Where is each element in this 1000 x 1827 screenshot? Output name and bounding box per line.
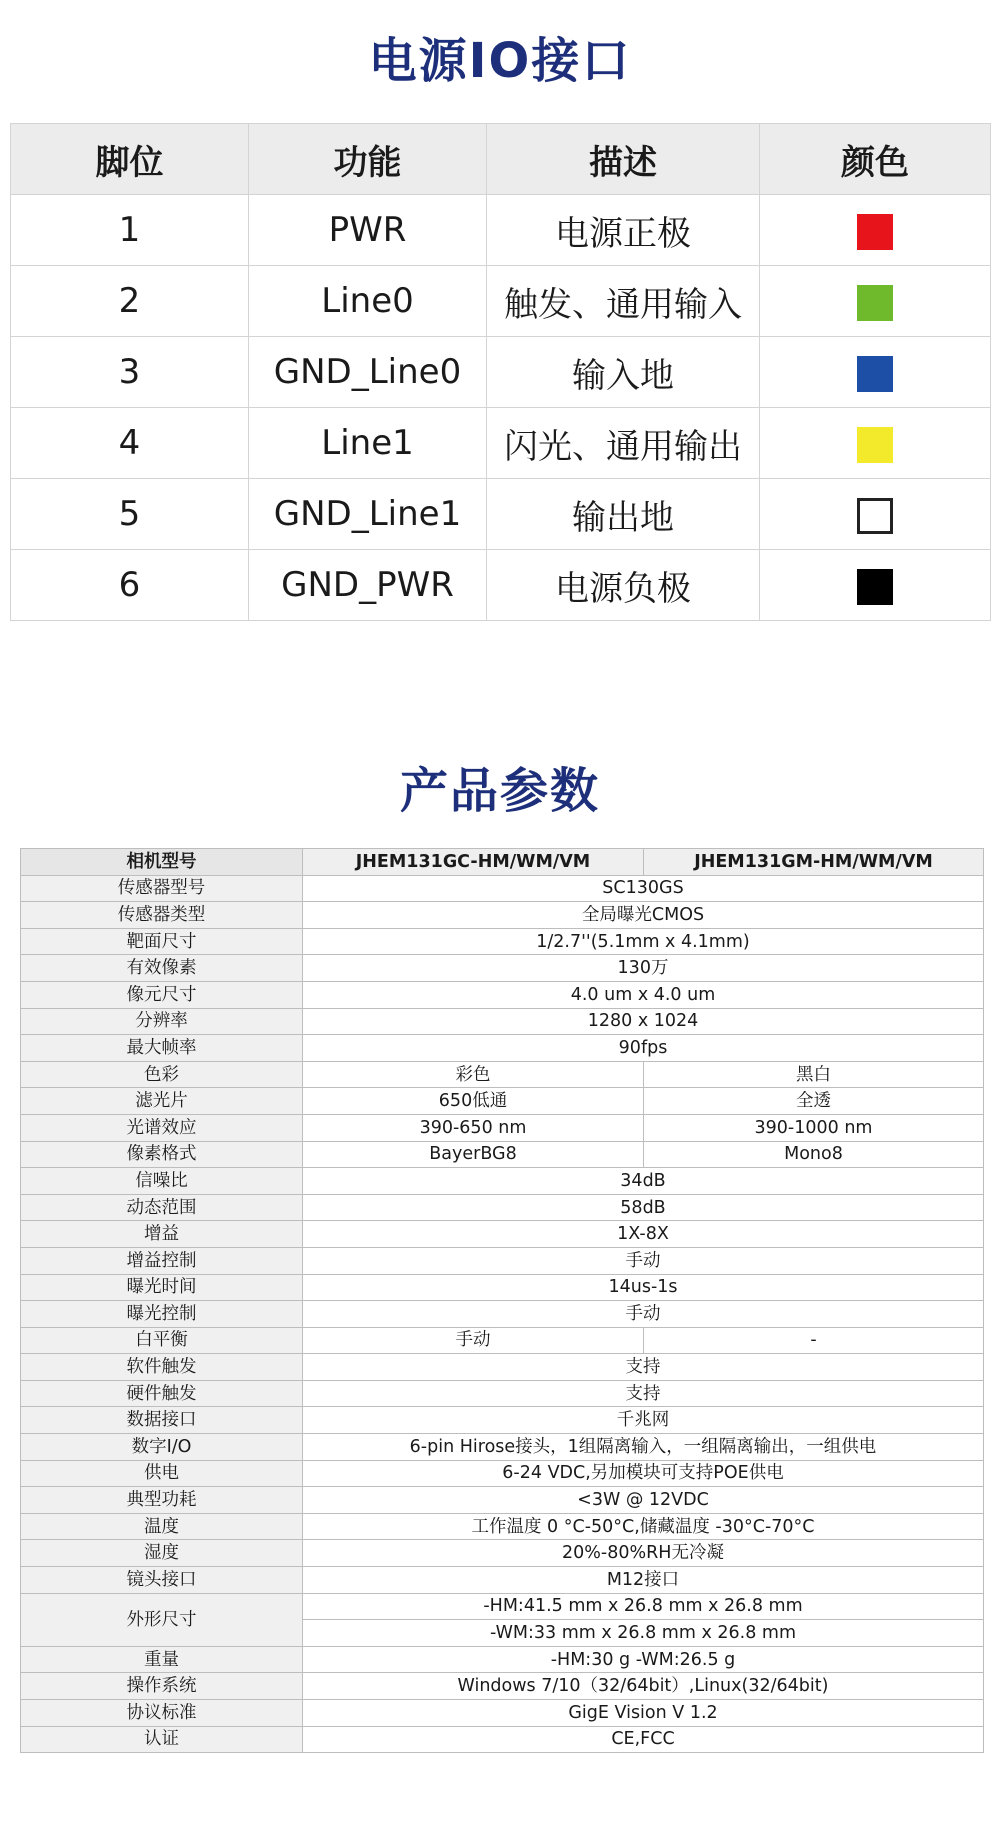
param-row: [21, 1513, 984, 1540]
param-value-mono: -: [644, 1327, 984, 1354]
param-key: 相机型号: [21, 849, 303, 876]
param-key: 硬件触发: [21, 1380, 303, 1407]
io-desc: 电源负极: [487, 550, 760, 621]
param-row: [21, 1567, 984, 1594]
io-color: [760, 266, 991, 337]
param-row: [21, 1141, 984, 1168]
param-value-mono: Mono8: [644, 1141, 984, 1168]
io-color: [760, 479, 991, 550]
param-value-mono: 390-1000 nm: [644, 1114, 984, 1141]
io-pin: 2: [11, 266, 249, 337]
io-pin: 4: [11, 408, 249, 479]
product-params-table: [20, 848, 984, 1753]
io-row: [11, 479, 991, 550]
param-key: 协议标准: [21, 1700, 303, 1727]
io-desc: 电源正极: [487, 195, 760, 266]
param-value-color: 彩色: [303, 1061, 644, 1088]
param-value: M12接口: [303, 1567, 984, 1594]
io-func: Line0: [249, 266, 487, 337]
io-pin: 1: [11, 195, 249, 266]
param-value-mono: 黑白: [644, 1061, 984, 1088]
param-key: 镜头接口: [21, 1567, 303, 1594]
param-row: [21, 1035, 984, 1062]
param-row: [21, 955, 984, 982]
param-value: 1/2.7''(5.1mm x 4.1mm): [303, 928, 984, 955]
param-key: 重量: [21, 1646, 303, 1673]
io-table-header: [11, 124, 991, 195]
wire-color-swatch: [857, 285, 893, 321]
param-key: 湿度: [21, 1540, 303, 1567]
param-value: 支持: [303, 1380, 984, 1407]
param-value: GigE Vision V 1.2: [303, 1700, 984, 1727]
param-row: [21, 1327, 984, 1354]
io-pin: 3: [11, 337, 249, 408]
param-key: 像素格式: [21, 1141, 303, 1168]
param-value: 6-24 VDC,另加模块可支持POE供电: [303, 1460, 984, 1487]
param-key: 最大帧率: [21, 1035, 303, 1062]
param-row: [21, 1274, 984, 1301]
param-row: [21, 981, 984, 1008]
param-key: 有效像素: [21, 955, 303, 982]
param-row: [21, 1726, 984, 1753]
param-row: [21, 1354, 984, 1381]
io-desc: 触发、通用输入: [487, 266, 760, 337]
io-func: Line1: [249, 408, 487, 479]
io-pin: 6: [11, 550, 249, 621]
io-section-title: 电源IO接口: [368, 33, 632, 89]
io-color: [760, 195, 991, 266]
io-desc: 输出地: [487, 479, 760, 550]
param-row: [21, 1061, 984, 1088]
param-row: [21, 1700, 984, 1727]
param-value: 34dB: [303, 1168, 984, 1195]
param-key: 传感器类型: [21, 902, 303, 929]
io-color: [760, 550, 991, 621]
param-key: 供电: [21, 1460, 303, 1487]
param-value: <3W @ 12VDC: [303, 1487, 984, 1514]
io-desc: 闪光、通用输出: [487, 408, 760, 479]
param-key: 光谱效应: [21, 1114, 303, 1141]
io-desc: 输入地: [487, 337, 760, 408]
param-value: 20%-80%RH无冷凝: [303, 1540, 984, 1567]
param-key: 滤光片: [21, 1088, 303, 1115]
io-row: [11, 408, 991, 479]
header-function: 功能: [249, 124, 487, 195]
io-row: [11, 550, 991, 621]
model-gm: JHEM131GM-HM/WM/VM: [644, 849, 984, 876]
header-color: 颜色: [760, 124, 991, 195]
param-row: [21, 1168, 984, 1195]
param-key: 典型功耗: [21, 1487, 303, 1514]
header-description: 描述: [487, 124, 760, 195]
param-row: [21, 1593, 984, 1620]
param-row: [21, 1380, 984, 1407]
param-value: 手动: [303, 1301, 984, 1328]
param-key: 像元尺寸: [21, 981, 303, 1008]
param-row: [21, 1487, 984, 1514]
param-value: SC130GS: [303, 875, 984, 902]
header-pin: 脚位: [11, 124, 249, 195]
param-row: [21, 1673, 984, 1700]
param-value: 14us-1s: [303, 1274, 984, 1301]
param-key: 白平衡: [21, 1327, 303, 1354]
param-key: 色彩: [21, 1061, 303, 1088]
param-row: [21, 1434, 984, 1461]
param-value: 全局曝光CMOS: [303, 902, 984, 929]
param-row: [21, 1301, 984, 1328]
io-row: [11, 195, 991, 266]
param-value: 手动: [303, 1247, 984, 1274]
param-value: 6-pin Hirose接头，1组隔离输入，一组隔离输出，一组供电: [303, 1434, 984, 1461]
param-value: -WM:33 mm x 26.8 mm x 26.8 mm: [303, 1620, 984, 1647]
param-row: [21, 1460, 984, 1487]
param-key: 操作系统: [21, 1673, 303, 1700]
param-key: 认证: [21, 1726, 303, 1753]
wire-color-swatch: [857, 427, 893, 463]
param-row: [21, 1114, 984, 1141]
param-row: [21, 1247, 984, 1274]
io-pin: 5: [11, 479, 249, 550]
param-row: [21, 928, 984, 955]
param-value: 90fps: [303, 1035, 984, 1062]
wire-color-swatch: [857, 214, 893, 250]
param-value: -HM:30 g -WM:26.5 g: [303, 1646, 984, 1673]
param-row: [21, 1646, 984, 1673]
param-value: 130万: [303, 955, 984, 982]
wire-color-swatch: [857, 569, 893, 605]
param-value: 1280 x 1024: [303, 1008, 984, 1035]
param-value: 58dB: [303, 1194, 984, 1221]
param-key: 动态范围: [21, 1194, 303, 1221]
param-row: [21, 1088, 984, 1115]
param-value: 1X-8X: [303, 1221, 984, 1248]
param-value: CE,FCC: [303, 1726, 984, 1753]
param-key: 分辨率: [21, 1008, 303, 1035]
param-value-mono: 全透: [644, 1088, 984, 1115]
io-func: GND_Line0: [249, 337, 487, 408]
param-row: [21, 875, 984, 902]
param-key: 增益控制: [21, 1247, 303, 1274]
wire-color-swatch: [857, 498, 893, 534]
io-func: PWR: [249, 195, 487, 266]
params-section-title: 产品参数: [399, 763, 600, 819]
param-key: 外形尺寸: [21, 1593, 303, 1646]
param-value: 工作温度 0 °C-50°C,储藏温度 -30°C-70°C: [303, 1513, 984, 1540]
param-value-color: 390-650 nm: [303, 1114, 644, 1141]
io-row: [11, 337, 991, 408]
param-value-color: 手动: [303, 1327, 644, 1354]
io-pin-table: [10, 123, 991, 621]
param-value-color: BayerBG8: [303, 1141, 644, 1168]
io-color: [760, 408, 991, 479]
param-key: 传感器型号: [21, 875, 303, 902]
param-value-color: 650低通: [303, 1088, 644, 1115]
param-row: [21, 1221, 984, 1248]
param-row: [21, 1540, 984, 1567]
param-key: 信噪比: [21, 1168, 303, 1195]
param-row: [21, 1407, 984, 1434]
io-color: [760, 337, 991, 408]
param-key: 增益: [21, 1221, 303, 1248]
param-key: 数据接口: [21, 1407, 303, 1434]
param-value: Windows 7/10（32/64bit）,Linux(32/64bit): [303, 1673, 984, 1700]
param-key: 软件触发: [21, 1354, 303, 1381]
wire-color-swatch: [857, 356, 893, 392]
param-value: -HM:41.5 mm x 26.8 mm x 26.8 mm: [303, 1593, 984, 1620]
param-key: 曝光时间: [21, 1274, 303, 1301]
io-func: GND_PWR: [249, 550, 487, 621]
param-key: 温度: [21, 1513, 303, 1540]
param-key: 数字I/O: [21, 1434, 303, 1461]
param-key: 靶面尺寸: [21, 928, 303, 955]
param-value: 千兆网: [303, 1407, 984, 1434]
param-value: 4.0 um x 4.0 um: [303, 981, 984, 1008]
param-row: [21, 1194, 984, 1221]
param-value: 支持: [303, 1354, 984, 1381]
param-key: 曝光控制: [21, 1301, 303, 1328]
param-row: [21, 1008, 984, 1035]
model-gc: JHEM131GC-HM/WM/VM: [303, 849, 644, 876]
io-func: GND_Line1: [249, 479, 487, 550]
param-row: [21, 902, 984, 929]
params-header-row: [21, 849, 984, 876]
io-row: [11, 266, 991, 337]
